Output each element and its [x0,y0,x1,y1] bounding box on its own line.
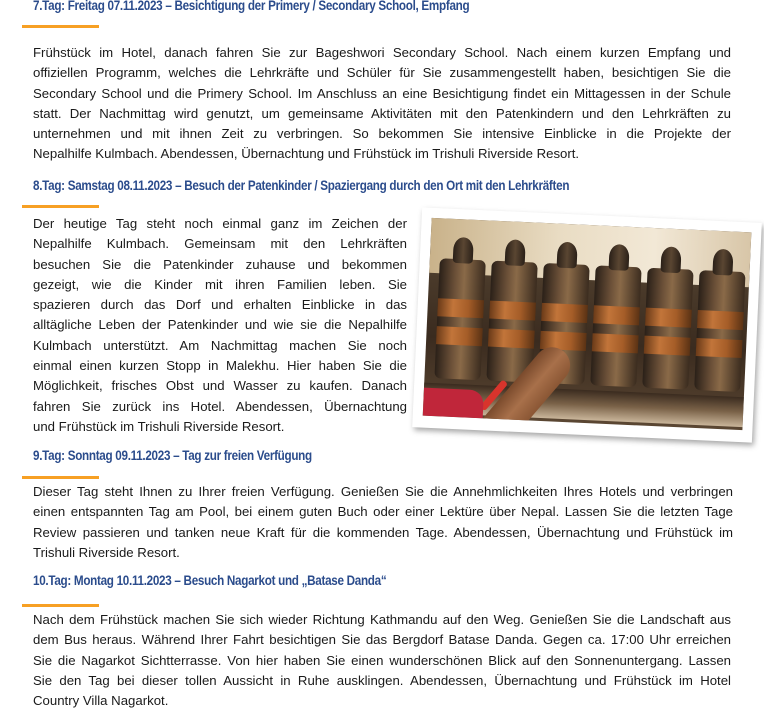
photo-image [423,218,752,430]
day-10-description [33,610,731,711]
prayer-wheels-photo [412,207,762,442]
text-line: besuchen Sie die Patenkinder zuhause und bekommen [33,256,407,272]
day-7-heading: 7.Tag: Freitag 07.11.2023 – Besichtigung der Primery / Secondary School, Empfang [33,0,470,13]
day-9-description [33,482,733,563]
text-line: einen entspannten Tag am Pool, bei einem guten Buch oder einer Lektüre über Nepal. Lassen Sie die letzten Tage [33,504,733,520]
text-line: Dieser Tag steht Ihnen zu Ihrer freien Verfügung. Genießen Sie die Annehmlichkeiten Ihres Hotels und verbringen [33,484,733,499]
prayer-wheel [694,270,745,392]
text-line: Country Villa Nagarkot. [33,693,169,709]
text-line: offiziellen Programm, welches die Lehrkräfte und Schüler für Sie zusammengestellt haben, besichtigen Sie die [33,65,731,81]
text-line: statt. Der Nachmittag wird genutzt, um gemeinsame Aktivitäten mit den Patenkindern und den Lehrkräften zu [33,105,731,121]
text-line: unternehmen und mit ihnen Zeit zu verbringen. So bekommen Sie intensive Einblicke in die Projekte der [33,126,731,142]
prayer-wheel [590,265,641,387]
day-8-heading: 8.Tag: Samstag 08.11.2023 – Besuch der Patenkinder / Spaziergang durch den Ort mit den Lehrkräften [33,178,570,193]
text-line: dem Bus heraus. Während Ihrer Fahrt besichtigen Sie das Bergdorf Batase Danda. Gegen ca. 17:00 Uhr erreichen [33,632,731,648]
day-9-accent-rule [22,476,99,479]
day-10-accent-rule [22,604,99,607]
day-9-heading: 9.Tag: Sonntag 09.11.2023 – Tag zur freien Verfügung [33,448,312,463]
text-line: Nach dem Frühstück machen Sie sich wieder Richtung Kathmandu auf den Weg. Genießen Sie die Landschaft aus [33,612,731,627]
day-7-accent-rule [22,25,99,28]
text-line: Kulmbach unterstützt. Am Nachmittag machen Sie noch [33,337,407,353]
text-line: einmal einen kurzen Stopp in Malekhu. Hier haben Sie die [33,358,407,374]
text-line: spazieren durch das Dorf und erhalten Einblicke in das [33,297,407,313]
text-line: Trishuli Riverside Resort. [33,544,180,560]
text-line: Secondary School und die Primery School. Im Anschluss an eine Besichtigung findet ein Mittagessen in der Schule [33,85,731,101]
text-line: Frühstück im Hotel, danach fahren Sie zur Bageshwori Secondary School. Nach einem kurzen Empfang und [33,45,731,60]
text-line: fahren Sie zurück ins Hotel. Abendessen, Übernachtung [33,398,407,414]
text-line: Nepalhilfe Kulmbach. Abendessen, Übernachtung und Frühstück im Trishuli Riverside Resort. [33,146,580,162]
day-10-heading: 10.Tag: Montag 10.11.2023 – Besuch Nagarkot und „Batase Danda“ [33,573,387,588]
day-8-accent-rule [22,205,99,208]
text-line: und Frühstück im Trishuli Riverside Resort. [33,418,285,434]
photo-sleeve [423,388,484,419]
text-line: Nepalhilfe Kulmbach. Gemeinsam mit den Lehrkräften [33,236,407,252]
text-line: Sie die Nagarkot Sichtterrasse. Von hier haben Sie einen wunderschönen Blick auf den Sonnenuntergang. Lassen [33,652,731,668]
text-line: Möglichkeit, frisches Obst und Wasser zu kaufen. Danach [33,378,407,394]
text-line: Sie den Tag bei dieser tollen Aussicht in Ruhe ausklingen. Abendessen, Übernachtung und Frühstück im Hotel [33,672,731,688]
prayer-wheel [642,268,693,390]
text-line: gezeigt, wie die Kinder mit ihren Familien leben. Sie [33,276,407,292]
prayer-wheel [434,258,485,380]
day-7-description [33,43,731,165]
text-line: Der heutige Tag steht noch einmal ganz im Zeichen der [33,216,407,231]
text-line: alltägliche Leben der Patenkinder und wie sie die Nepalhilfe [33,317,407,333]
day-8-description [33,214,407,437]
text-line: Review passieren und tanken neue Kraft für die kommenden Tage. Abendessen, Übernachtung und Frühstück im [33,524,733,540]
